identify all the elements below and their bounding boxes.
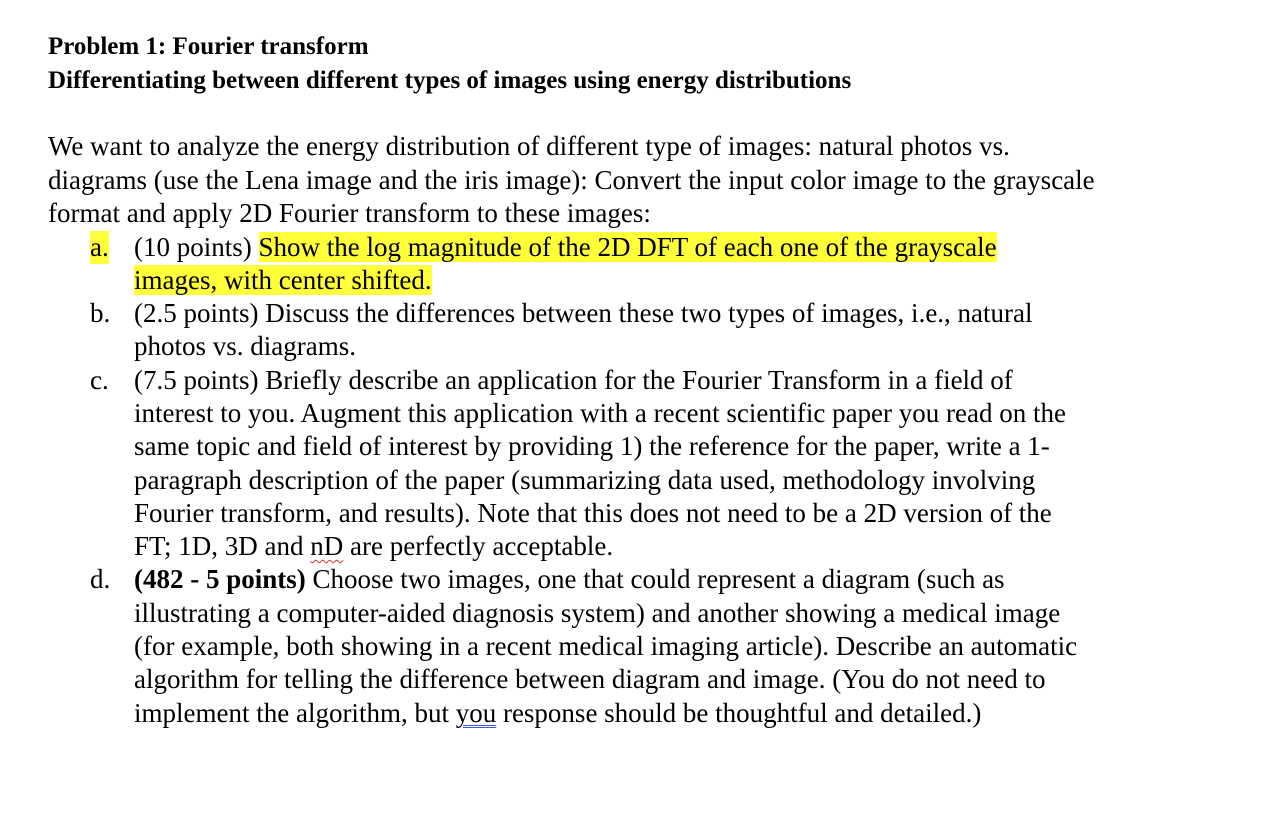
problem-subtitle: Differentiating between different types of images using energy distributions xyxy=(48,67,852,94)
list-item-c xyxy=(48,364,1084,564)
highlighted-instruction: Show the log magnitude of the 2D DFT of each one of the grayscale images, with center shifted. xyxy=(134,231,997,295)
item-text: Briefly describe an application for the Fourier Transform in a field of interest to you. Augment this application with a recent scientific paper you read on the same topic and field of interest by providing 1) the reference for the paper, write a 1-paragraph description of the paper (summarizing data used, methodology involving Fourier transform, and results). Note that this does not need to be a 2D version of the FT; 1D, 3D and xyxy=(134,364,1066,562)
document-page xyxy=(48,30,1238,730)
item-points: (482 - 5 points) xyxy=(134,564,306,595)
item-text: Choose two images, one that could represent a diagram (such as illustrating a computer-aided diagnosis system) and another showing a medical image (for example, both showing in a recent medical imaging article). Describe an automatic algorithm for telling the difference between diagram and image. (You do not need to implement the algorithm, but xyxy=(134,564,1078,728)
list-item-b xyxy=(48,297,1084,364)
item-marker: a. xyxy=(90,231,109,264)
item-points: (10 points) xyxy=(134,231,252,262)
item-points: (7.5 points) xyxy=(134,364,259,395)
list-item-d xyxy=(48,563,1084,729)
item-marker: d. xyxy=(90,564,111,595)
intro-paragraph: We want to analyze the energy distribution of different type of images: natural photos vs. diagrams (use the Lena image and the iris image): Convert the input color image to the grayscale format and apply 2D Fourier transform to these images: xyxy=(48,131,1095,228)
item-marker: c. xyxy=(90,364,109,395)
grammar-flagged-word[interactable]: you xyxy=(455,697,497,728)
item-text: Discuss the differences between these two types of images, i.e., natural photos vs. diagrams. xyxy=(134,298,1033,362)
item-points: (2.5 points) xyxy=(134,298,259,329)
question-list xyxy=(48,231,1238,730)
list-item-a xyxy=(48,231,1084,298)
item-text-end: response should be thoughtful and detailed.) xyxy=(502,697,982,728)
spellcheck-flagged-word[interactable]: nD xyxy=(310,531,344,562)
item-text-end: are perfectly acceptable. xyxy=(350,531,614,562)
problem-title: Problem 1: Fourier transform xyxy=(48,33,369,60)
item-marker: b. xyxy=(90,298,111,329)
